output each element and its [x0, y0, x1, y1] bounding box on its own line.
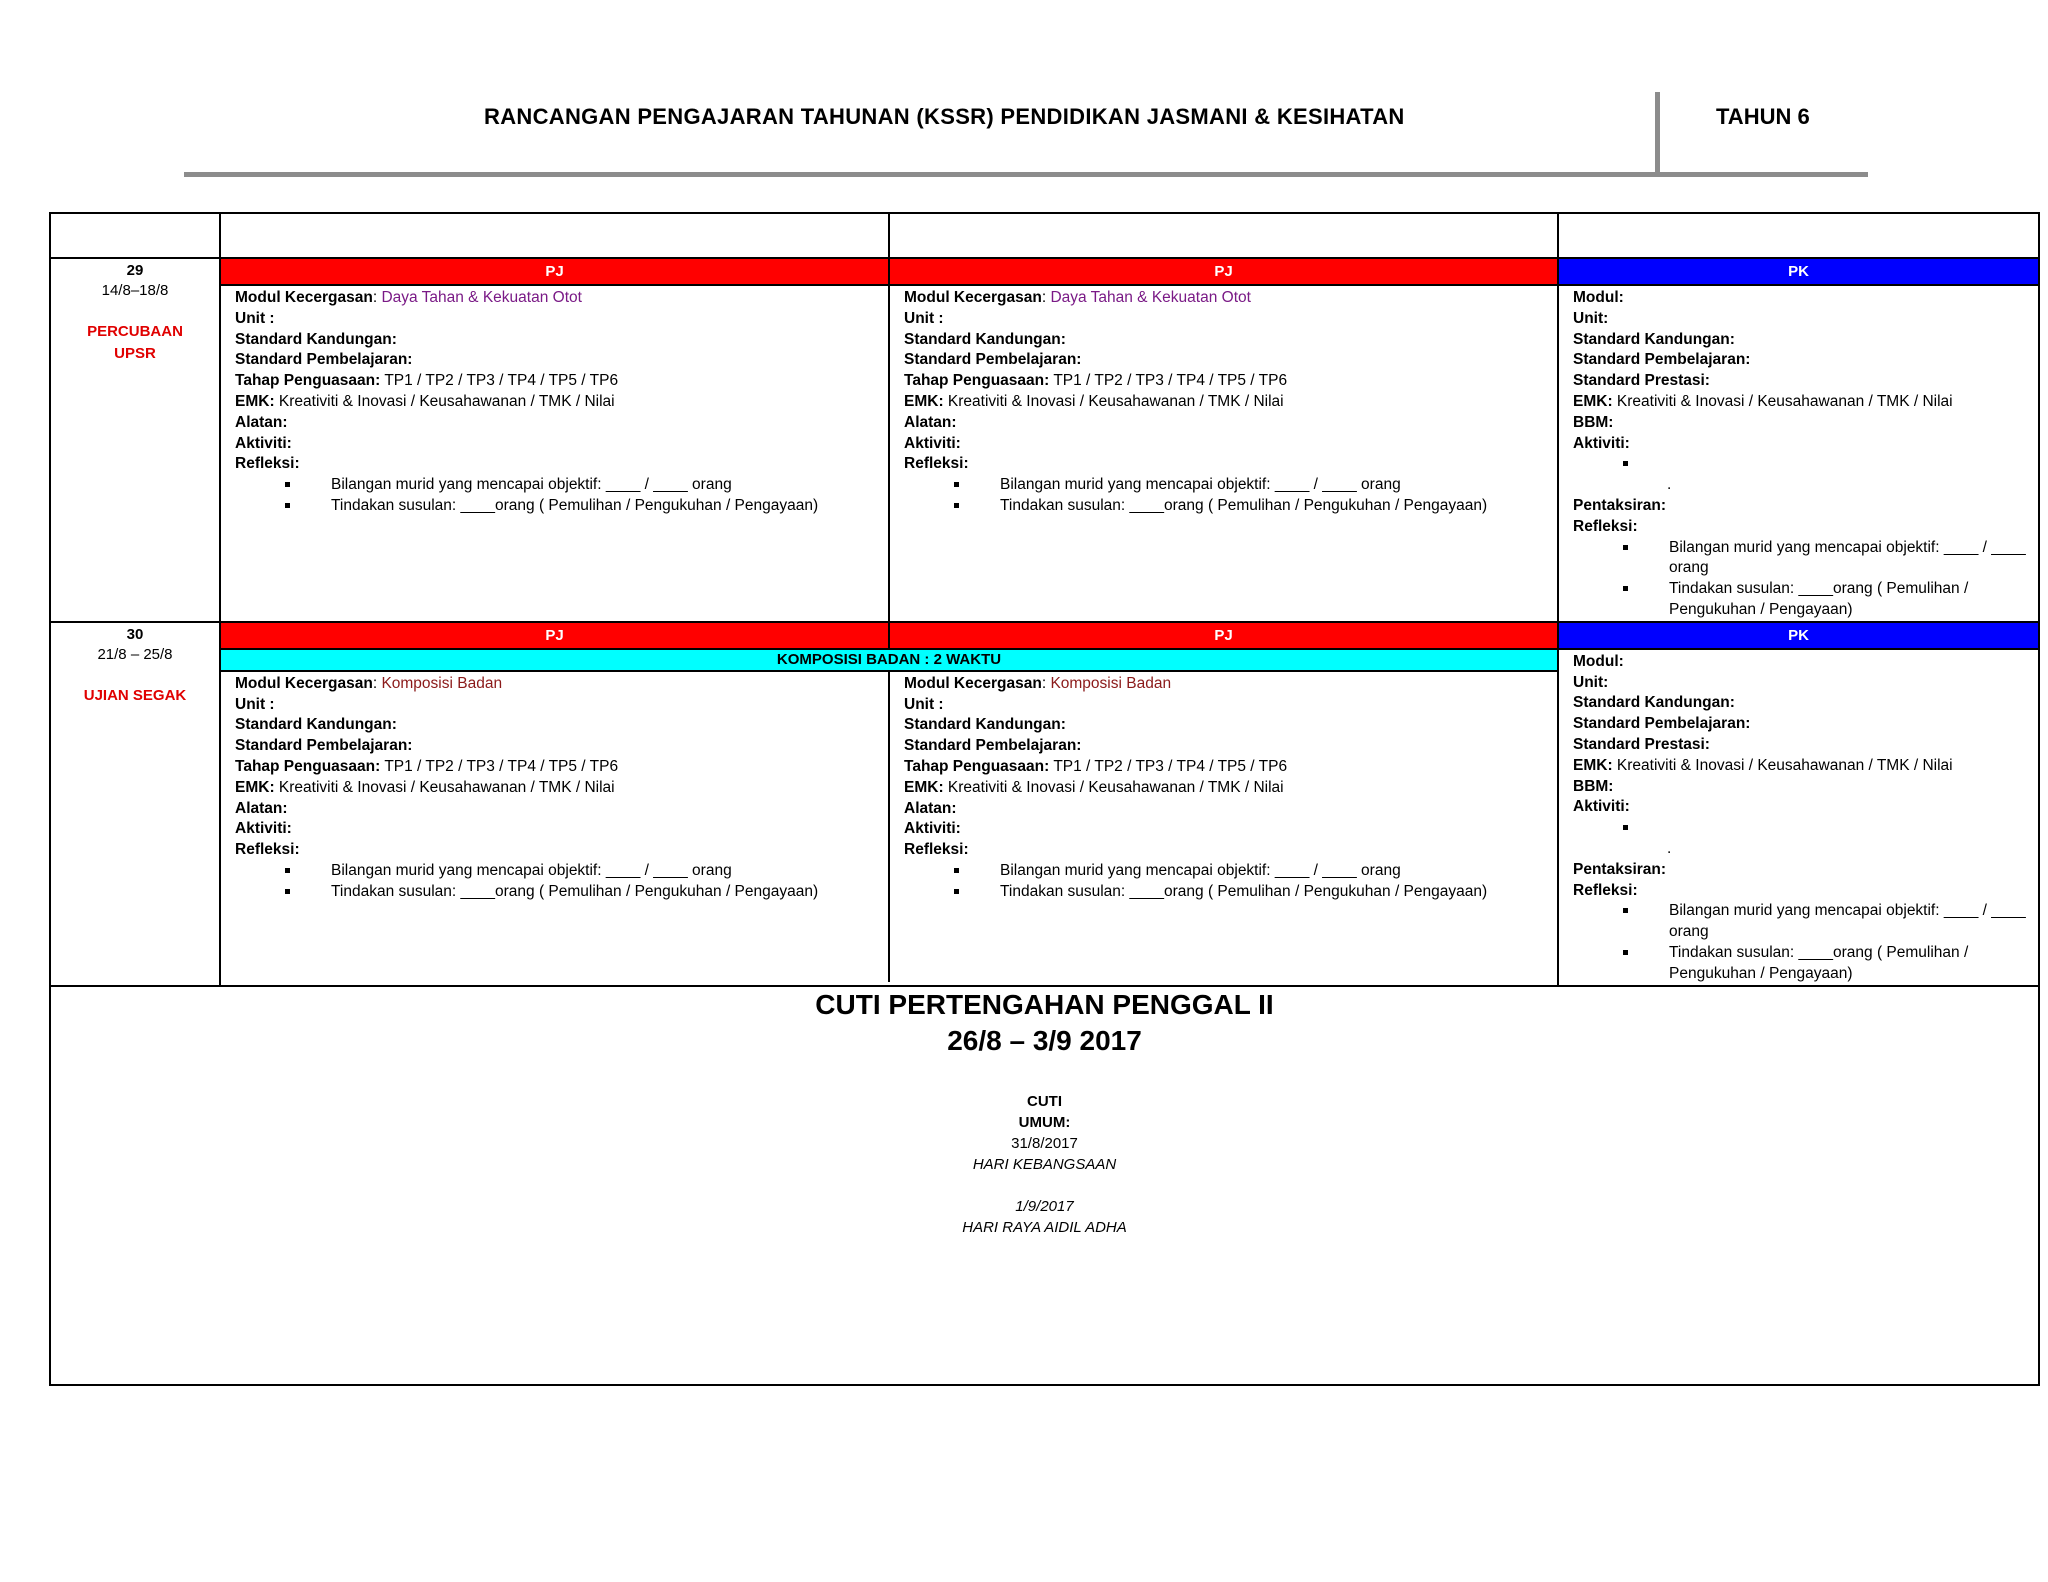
header-cell-pj-1: [220, 213, 889, 258]
pk-cell: [1558, 258, 2039, 622]
holiday-date-2: 1/9/2017: [1015, 1197, 1074, 1215]
week-row: [50, 622, 2039, 986]
label-emk: EMK:: [1573, 392, 1613, 410]
header-underline: [184, 172, 1868, 177]
pj-content: Modul Kecergasan: Komposisi Badan Unit : Standard Kandungan: Standard Pembelajaran: Tahap Penguasaan: TP1 / TP2 / TP3 / TP4 / TP5 / TP6 EMK: Kreativiti & Inovasi / Keusahawanan / TMK / Nilai Alatan: Aktiviti: Refleksi: Bilangan murid yang mencapai objektif: ____ / ____ orang Tindakan susulan: ____orang ( Pemulihan / Pengukuhan / Pengayaan): [890, 672, 1557, 903]
week-row: [50, 258, 2039, 622]
label-standard-pembelajaran: Standard Pembelajaran:: [904, 737, 1082, 755]
pj-cell: [889, 258, 1558, 622]
bullet-tindakan: Tindakan susulan: ____orang ( Pemulihan / Pengukuhan / Pengayaan): [285, 496, 880, 517]
document-title: RANCANGAN PENGAJARAN TAHUNAN (KSSR) PENDIDIKAN JASMANI & KESIHATAN: [484, 104, 1405, 129]
emk-values: Kreativiti & Inovasi / Keusahawanan / TMK / Nilai: [278, 778, 615, 796]
bullet-tindakan: Tindakan susulan: ____orang ( Pemulihan / Pengukuhan / Pengayaan): [954, 882, 1549, 903]
year-label: TAHUN 6: [1716, 104, 1810, 129]
label-alatan: Alatan:: [235, 799, 288, 817]
label-standard-kandungan: Standard Kandungan:: [235, 716, 397, 734]
label-aktiviti: Aktiviti:: [1573, 434, 1630, 452]
bullet-murid: Bilangan murid yang mencapai objektif: ____ / ____ orang: [954, 861, 1549, 882]
week-cell: [50, 258, 220, 622]
cuti-label: CUTI: [1027, 1092, 1062, 1110]
label-bbm: BBM:: [1573, 413, 1614, 431]
pj-content: Modul Kecergasan: Komposisi Badan Unit : Standard Kandungan: Standard Pembelajaran: Tahap Penguasaan: TP1 / TP2 / TP3 / TP4 / TP5 / TP6 EMK: Kreativiti & Inovasi / Keusahawanan / TMK / Nilai Alatan: Aktiviti: Refleksi: Bilangan murid yang mencapai objektif: ____ / ____ orang Tindakan susulan: ____orang ( Pemulihan / Pengukuhan / Pengayaan): [221, 672, 888, 903]
label-pentaksiran: Pentaksiran:: [1573, 860, 1667, 878]
komposisi-banner: KOMPOSISI BADAN : 2 WAKTU: [221, 650, 1557, 672]
holiday-cell: [50, 986, 2039, 1385]
tahap-values: TP1 / TP2 / TP3 / TP4 / TP5 / TP6: [384, 372, 619, 390]
label-modul-kecergasan: Modul Kecergasan: [904, 674, 1042, 692]
label-standard-kandungan: Standard Kandungan:: [904, 716, 1066, 734]
label-standard-prestasi: Standard Prestasi:: [1573, 735, 1710, 753]
label-modul-kecergasan: Modul Kecergasan: [235, 674, 373, 692]
label-standard-prestasi: Standard Prestasi:: [1573, 372, 1710, 390]
bullet-tindakan: Tindakan susulan: ____orang ( Pemulihan / Pengukuhan / Pengayaan): [954, 496, 1549, 517]
label-pentaksiran: Pentaksiran:: [1573, 496, 1667, 514]
tahap-values: TP1 / TP2 / TP3 / TP4 / TP5 / TP6: [1053, 757, 1288, 775]
label-emk: EMK:: [235, 392, 275, 410]
pk-content: [1559, 286, 2038, 621]
label-unit: Unit :: [904, 695, 944, 713]
label-standard-pembelajaran: Standard Pembelajaran:: [1573, 715, 1751, 733]
bullet-murid: Bilangan murid yang mencapai objektif: ____ / ____ orang: [285, 475, 880, 496]
holiday-date-1: 31/8/2017: [1011, 1134, 1078, 1152]
label-emk: EMK:: [904, 392, 944, 410]
label-standard-pembelajaran: Standard Pembelajaran:: [1573, 351, 1751, 369]
dot-mark: .: [1667, 839, 1672, 857]
modul-topic: Daya Tahan & Kekuatan Otot: [1050, 289, 1251, 306]
modul-topic: Komposisi Badan: [1050, 674, 1172, 692]
bullet-murid: Bilangan murid yang mencapai objektif: ____ / ____ orang: [954, 475, 1549, 496]
label-modul-kecergasan: Modul Kecergasan: [235, 289, 373, 306]
holiday-dates: 26/8 – 3/9 2017: [947, 1024, 1142, 1056]
bullet-tindakan: Tindakan susulan: ____orang ( Pemulihan / Pengukuhan / Pengayaan): [285, 882, 880, 903]
label-tahap-penguasaan: Tahap Penguasaan:: [235, 372, 381, 390]
tahap-values: TP1 / TP2 / TP3 / TP4 / TP5 / TP6: [384, 757, 619, 775]
header-cell-pj-2: [889, 213, 1558, 258]
modul-topic: Komposisi Badan: [381, 674, 503, 692]
label-modul-kecergasan: Modul Kecergasan: [904, 289, 1042, 306]
lesson-plan-table: [49, 212, 2040, 1386]
header-divider: [1655, 92, 1660, 174]
label-unit: Unit :: [235, 695, 275, 713]
label-refleksi: Refleksi:: [1573, 881, 1638, 899]
week-number: 30: [126, 625, 144, 643]
label-refleksi: Refleksi:: [904, 841, 969, 859]
label-unit: Unit:: [1573, 309, 1609, 327]
label-standard-kandungan: Standard Kandungan:: [1573, 694, 1735, 712]
holiday-title: CUTI PERTENGAHAN PENGGAL II: [815, 988, 1274, 1020]
pk-bar: PK: [1559, 259, 2038, 286]
pj-content: Modul Kecergasan: Daya Tahan & Kekuatan Otot Unit : Standard Kandungan: Standard Pembelajaran: Tahap Penguasaan: TP1 / TP2 / TP3 / TP4 / TP5 / TP6 EMK: Kreativiti & Inovasi / Keusahawanan / TMK / Nilai Alatan: Aktiviti: Refleksi: Bilangan murid yang mencapai objektif: ____ / ____ orang Tindakan susulan: ____orang ( Pemulihan / Pengukuhan / Pengayaan): [890, 286, 1557, 517]
emk-values: Kreativiti & Inovasi / Keusahawanan / TMK / Nilai: [947, 392, 1284, 410]
holiday-row: [50, 986, 2039, 1385]
bullet-tindakan: Tindakan susulan: ____orang ( Pemulihan / Pengukuhan / Pengayaan): [1623, 579, 2030, 621]
label-tahap-penguasaan: Tahap Penguasaan:: [235, 757, 381, 775]
label-refleksi: Refleksi:: [235, 455, 300, 473]
empty-bullet: [1623, 818, 2030, 839]
pk-content: [1559, 650, 2038, 985]
label-standard-kandungan: Standard Kandungan:: [1573, 330, 1735, 348]
table-header-row: [50, 213, 2039, 258]
label-tahap-penguasaan: Tahap Penguasaan:: [904, 757, 1050, 775]
emk-values: Kreativiti & Inovasi / Keusahawanan / TMK / Nilai: [278, 392, 615, 410]
label-refleksi: Refleksi:: [904, 455, 969, 473]
bullet-tindakan: Tindakan susulan: ____orang ( Pemulihan / Pengukuhan / Pengayaan): [1623, 943, 2030, 985]
label-aktiviti: Aktiviti:: [904, 434, 961, 452]
tahap-values: TP1 / TP2 / TP3 / TP4 / TP5 / TP6: [1053, 372, 1288, 390]
label-alatan: Alatan:: [904, 799, 957, 817]
pj-bar: PJ: [221, 623, 888, 650]
label-aktiviti: Aktiviti:: [904, 820, 961, 838]
label-bbm: BBM:: [1573, 777, 1614, 795]
label-standard-kandungan: Standard Kandungan:: [904, 330, 1066, 348]
week-dates: 14/8–18/8: [101, 282, 169, 299]
header-cell-pk: [1558, 213, 2039, 258]
pj-bar: PJ: [890, 623, 1557, 650]
label-emk: EMK:: [904, 778, 944, 796]
label-refleksi: Refleksi:: [1573, 517, 1638, 535]
label-emk: EMK:: [235, 778, 275, 796]
label-tahap-penguasaan: Tahap Penguasaan:: [904, 372, 1050, 390]
week-dates: 21/8 – 25/8: [97, 645, 173, 663]
pj-bar: PJ: [890, 259, 1557, 286]
label-alatan: Alatan:: [235, 413, 288, 431]
label-standard-pembelajaran: Standard Pembelajaran:: [235, 351, 413, 369]
holiday-name-2: HARI RAYA AIDIL ADHA: [962, 1218, 1127, 1236]
pj-bar: PJ: [221, 259, 888, 286]
empty-bullet: [1623, 454, 2030, 475]
label-unit: Unit:: [1573, 673, 1609, 691]
umum-label: UMUM:: [1018, 1113, 1071, 1131]
bullet-murid: Bilangan murid yang mencapai objektif: ____ / ____ orang: [285, 861, 880, 882]
label-unit: Unit :: [904, 309, 944, 327]
emk-values: Kreativiti & Inovasi / Keusahawanan / TMK / Nilai: [1616, 756, 1953, 774]
emk-values: Kreativiti & Inovasi / Keusahawanan / TMK / Nilai: [947, 778, 1284, 796]
bullet-murid: Bilangan murid yang mencapai objektif: ____ / ____ orang: [1623, 538, 2030, 580]
pk-bar: PK: [1559, 623, 2038, 650]
label-unit: Unit :: [235, 309, 275, 327]
header-cell-week: [50, 213, 220, 258]
pk-cell: [1558, 622, 2039, 986]
label-alatan: Alatan:: [904, 413, 957, 431]
label-modul: Modul:: [1573, 289, 1624, 306]
label-standard-pembelajaran: Standard Pembelajaran:: [235, 737, 413, 755]
label-standard-pembelajaran: Standard Pembelajaran:: [904, 351, 1082, 369]
holiday-name-1: HARI KEBANGSAAN: [972, 1155, 1117, 1173]
emk-values: Kreativiti & Inovasi / Keusahawanan / TMK / Nilai: [1616, 392, 1953, 410]
label-emk: EMK:: [1573, 756, 1613, 774]
pj-cell: [220, 258, 889, 622]
label-refleksi: Refleksi:: [235, 841, 300, 859]
pj-double-cell: [220, 622, 1558, 986]
dot-mark: .: [1667, 476, 1672, 494]
label-aktiviti: Aktiviti:: [1573, 798, 1630, 816]
label-standard-kandungan: Standard Kandungan:: [235, 330, 397, 348]
week-note: UJIAN SEGAK: [83, 686, 187, 704]
modul-topic: Daya Tahan & Kekuatan Otot: [381, 289, 582, 306]
label-aktiviti: Aktiviti:: [235, 820, 292, 838]
label-modul: Modul:: [1573, 652, 1624, 670]
week-note: PERCUBAAN UPSR: [87, 323, 183, 362]
week-cell: [50, 622, 220, 986]
label-aktiviti: Aktiviti:: [235, 434, 292, 452]
bullet-murid: Bilangan murid yang mencapai objektif: ____ / ____ orang: [1623, 901, 2030, 943]
week-number: 29: [126, 262, 144, 279]
pj-content: Modul Kecergasan: Daya Tahan & Kekuatan Otot Unit : Standard Kandungan: Standard Pembelajaran: Tahap Penguasaan: TP1 / TP2 / TP3 / TP4 / TP5 / TP6 EMK: Kreativiti & Inovasi / Keusahawanan / TMK / Nilai Alatan: Aktiviti: Refleksi: Bilangan murid yang mencapai objektif: ____ / ____ orang Tindakan susulan: ____orang ( Pemulihan / Pengukuhan / Pengayaan): [221, 286, 888, 517]
